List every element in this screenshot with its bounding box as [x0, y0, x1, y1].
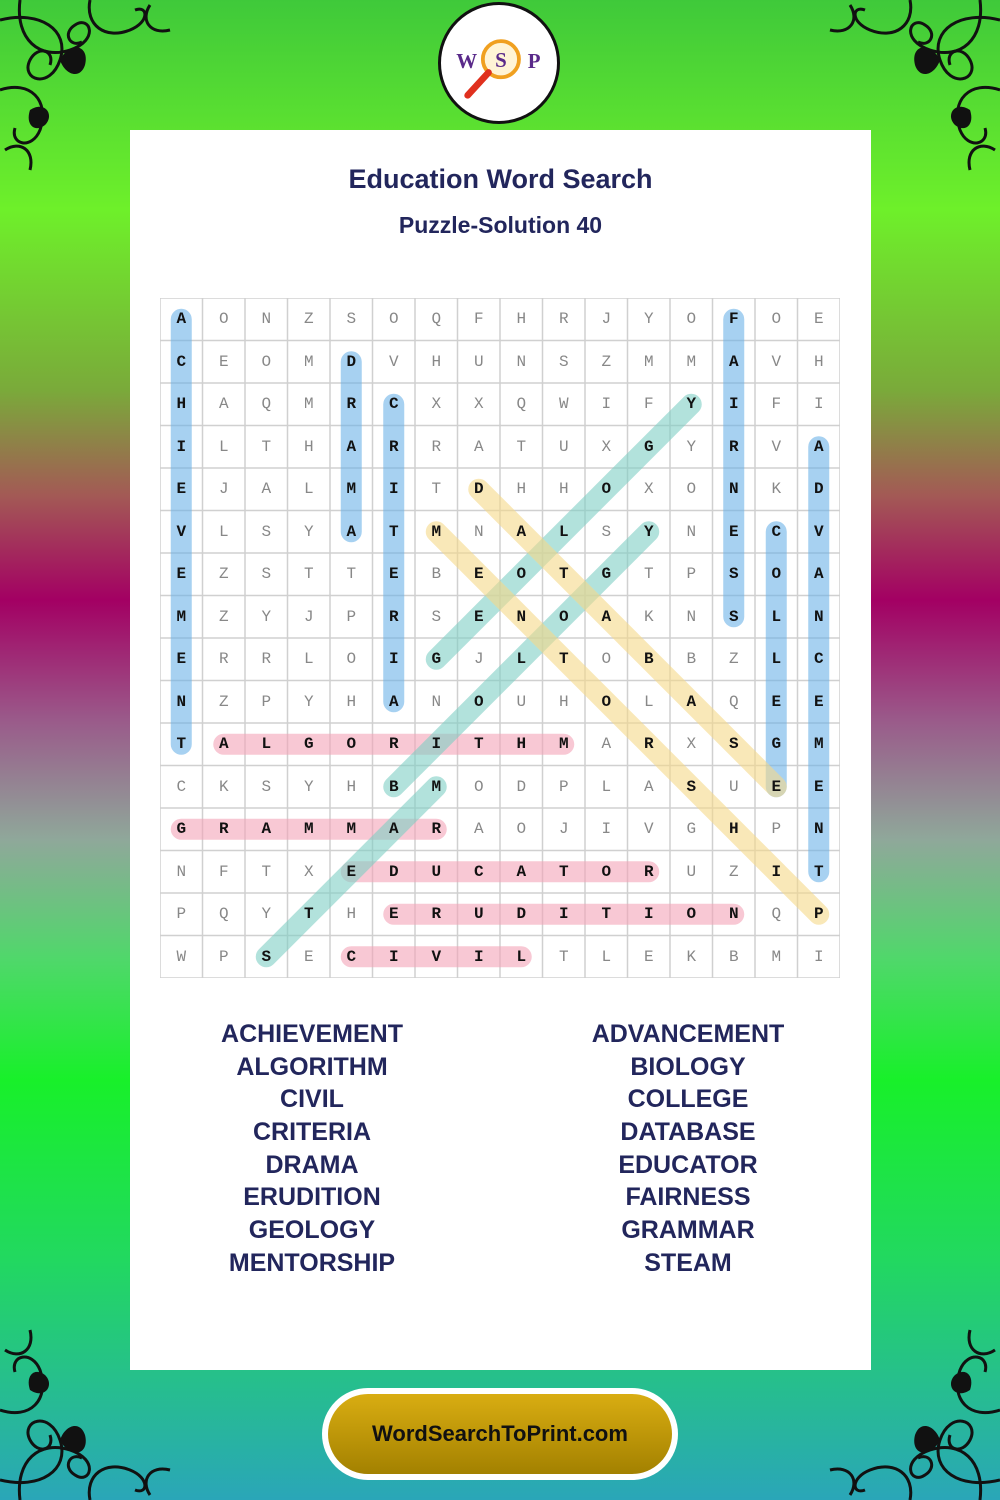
grid-cell: E: [388, 905, 399, 924]
grid-cell: I: [643, 905, 654, 924]
grid-cell: E: [346, 862, 357, 881]
grid-cell: O: [601, 480, 612, 499]
grid-cell: K: [686, 947, 697, 966]
grid-cell: A: [728, 352, 739, 371]
grid-cell: Z: [728, 862, 739, 881]
grid-cell: F: [218, 862, 229, 881]
grid-cell: W: [558, 395, 569, 414]
grid-cell: P: [813, 905, 824, 924]
word-list-item: CRITERIA: [252, 1118, 372, 1147]
grid-cell: O: [686, 480, 697, 499]
grid-cell: D: [346, 352, 357, 371]
grid-cell: R: [218, 650, 229, 669]
grid-cell: E: [813, 692, 824, 711]
grid-cell: R: [728, 437, 739, 456]
grid-cell: P: [176, 905, 187, 924]
grid-cell: B: [388, 777, 399, 796]
grid-cell: M: [643, 352, 654, 371]
page-subtitle: Puzzle-Solution 40: [398, 212, 603, 238]
grid-cell: I: [728, 395, 739, 414]
grid-cell: V: [813, 522, 824, 541]
grid-cell: L: [771, 650, 782, 669]
grid-cell: M: [303, 352, 314, 371]
grid-cell: E: [643, 947, 654, 966]
grid-cell: A: [473, 820, 484, 839]
grid-cell: R: [431, 437, 442, 456]
grid-cell: O: [346, 735, 357, 754]
grid-cell: A: [516, 522, 527, 541]
word-list-item: GEOLOGY: [248, 1216, 376, 1245]
grid-cell: E: [176, 480, 187, 499]
grid-cell: Y: [261, 905, 272, 924]
grid-cell: A: [473, 437, 484, 456]
grid-cell: J: [558, 820, 569, 839]
grid-cell: T: [516, 437, 527, 456]
grid-cell: Y: [303, 522, 314, 541]
grid-cell: X: [303, 862, 314, 881]
grid-cell: L: [218, 522, 229, 541]
word-list-item: DATABASE: [620, 1118, 756, 1147]
grid-cell: M: [558, 735, 569, 754]
grid-cell: O: [771, 310, 782, 329]
grid-cell: R: [643, 735, 654, 754]
grid-cell: E: [176, 565, 187, 584]
grid-cell: L: [303, 480, 314, 499]
grid-cell: P: [218, 947, 229, 966]
grid-cell: V: [771, 437, 782, 456]
grid-cell: N: [431, 692, 442, 711]
grid-cell: T: [558, 862, 569, 881]
grid-cell: A: [601, 607, 612, 626]
site-link-label: WordSearchToPrint.com: [328, 1394, 672, 1474]
grid-cell: E: [388, 565, 399, 584]
grid-cell: J: [473, 650, 484, 669]
grid-cell: G: [431, 650, 442, 669]
grid-cell: J: [601, 310, 612, 329]
grid-cell: S: [261, 565, 272, 584]
grid-cell: A: [218, 735, 229, 754]
grid-cell: O: [771, 565, 782, 584]
grid-cell: A: [346, 522, 357, 541]
grid-cell: X: [643, 480, 654, 499]
word-list-left: [152, 1018, 472, 1280]
grid-cell: T: [303, 565, 314, 584]
grid-cell: I: [388, 947, 399, 966]
grid-cell: T: [473, 735, 484, 754]
grid-cell: L: [643, 692, 654, 711]
grid-cell: F: [643, 395, 654, 414]
grid-cell: L: [558, 522, 569, 541]
grid-cell: Y: [686, 437, 697, 456]
grid-cell: H: [176, 395, 187, 414]
grid-cell: W: [176, 947, 187, 966]
grid-cell: E: [218, 352, 229, 371]
grid-cell: M: [346, 480, 357, 499]
grid-cell: T: [431, 480, 442, 499]
grid-cell: N: [813, 820, 824, 839]
grid-cell: I: [473, 947, 484, 966]
grid-cell: T: [601, 905, 612, 924]
grid-cell: M: [176, 607, 187, 626]
grid-cell: I: [771, 862, 782, 881]
grid-cell: R: [643, 862, 654, 881]
grid-cell: Z: [218, 607, 229, 626]
grid-cell: X: [601, 437, 612, 456]
word-list-right: [528, 1018, 848, 1280]
grid-cell: H: [516, 310, 527, 329]
grid-cell: E: [176, 650, 187, 669]
word-list-item: CIVIL: [280, 1085, 344, 1114]
grid-cell: D: [388, 862, 399, 881]
grid-cell: H: [431, 352, 442, 371]
grid-cell: B: [728, 947, 739, 966]
grid-cell: L: [601, 777, 612, 796]
grid-cell: M: [303, 395, 314, 414]
grid-cell: A: [346, 437, 357, 456]
grid-cell: E: [813, 310, 824, 329]
grid-cell: H: [728, 820, 739, 839]
grid-cell: P: [261, 692, 272, 711]
grid-cell: R: [346, 395, 357, 414]
grid-cell: T: [346, 565, 357, 584]
grid-cell: B: [686, 650, 697, 669]
grid-cell: R: [431, 820, 442, 839]
grid-cell: C: [176, 777, 187, 796]
grid-cell: N: [176, 692, 187, 711]
grid-cell: Y: [303, 692, 314, 711]
grid-cell: O: [601, 862, 612, 881]
grid-cell: G: [176, 820, 187, 839]
grid-cell: T: [176, 735, 187, 754]
site-link-button[interactable]: [322, 1388, 678, 1480]
grid-cell: I: [601, 820, 612, 839]
grid-cell: L: [261, 735, 272, 754]
logo[interactable]: [438, 2, 560, 124]
grid-cell: A: [813, 565, 824, 584]
grid-cell: C: [346, 947, 357, 966]
grid-cell: R: [388, 607, 399, 626]
grid-cell: H: [516, 735, 527, 754]
grid-cell: N: [728, 905, 739, 924]
grid-cell: A: [601, 735, 612, 754]
grid-cell: O: [686, 905, 697, 924]
grid-cell: O: [473, 692, 484, 711]
grid-cell: E: [771, 777, 782, 796]
grid-cell: N: [686, 607, 697, 626]
grid-cell: B: [643, 650, 654, 669]
word-list-item: BIOLOGY: [630, 1052, 746, 1081]
grid-cell: H: [346, 905, 357, 924]
grid-cell: L: [218, 437, 229, 456]
grid-cell: S: [431, 607, 442, 626]
grid-cell: R: [218, 820, 229, 839]
grid-cell: M: [813, 735, 824, 754]
grid-cell: A: [261, 480, 272, 499]
word-list-item: FAIRNESS: [625, 1183, 751, 1212]
grid-cell: N: [728, 480, 739, 499]
grid-cell: A: [388, 820, 399, 839]
grid-cell: Q: [261, 395, 272, 414]
grid-cell: H: [346, 777, 357, 796]
grid-cell: O: [388, 310, 399, 329]
grid-cell: A: [218, 395, 229, 414]
word-grid: [160, 298, 840, 978]
grid-cell: U: [558, 437, 569, 456]
grid-cell: R: [261, 650, 272, 669]
grid-cell: H: [558, 692, 569, 711]
grid-cell: N: [473, 522, 484, 541]
word-list-item: DRAMA: [265, 1150, 359, 1179]
word-list-item: ERUDITION: [243, 1183, 381, 1212]
grid-cell: I: [813, 947, 824, 966]
word-list-item: ACHIEVEMENT: [221, 1020, 403, 1048]
grid-cell: D: [516, 905, 527, 924]
grid-cell: F: [728, 310, 739, 329]
grid-cell: U: [473, 352, 484, 371]
grid-cell: L: [516, 650, 527, 669]
grid-cell: V: [771, 352, 782, 371]
grid-cell: P: [346, 607, 357, 626]
grid-cell: E: [473, 565, 484, 584]
grid-cell: O: [516, 820, 527, 839]
grid-cell: A: [261, 820, 272, 839]
grid-cell: K: [218, 777, 229, 796]
letter-grid: [160, 298, 840, 978]
grid-cell: A: [176, 310, 187, 329]
grid-cell: T: [643, 565, 654, 584]
grid-cell: I: [601, 395, 612, 414]
grid-cell: T: [261, 862, 272, 881]
grid-cell: T: [388, 522, 399, 541]
grid-cell: C: [473, 862, 484, 881]
grid-cell: E: [771, 692, 782, 711]
grid-cell: X: [473, 395, 484, 414]
grid-cell: M: [431, 522, 442, 541]
grid-cell: Z: [601, 352, 612, 371]
grid-cell: T: [558, 650, 569, 669]
grid-cell: U: [728, 777, 739, 796]
grid-cell: E: [473, 607, 484, 626]
grid-cell: I: [388, 650, 399, 669]
grid-cell: A: [686, 692, 697, 711]
grid-cell: P: [686, 565, 697, 584]
grid-cell: C: [813, 650, 824, 669]
grid-cell: A: [516, 862, 527, 881]
grid-cell: K: [771, 480, 782, 499]
word-list-item: COLLEGE: [627, 1085, 749, 1114]
grid-cell: S: [558, 352, 569, 371]
grid-cell: O: [261, 352, 272, 371]
grid-cell: Y: [643, 310, 654, 329]
grid-cell: O: [601, 650, 612, 669]
grid-cell: S: [261, 777, 272, 796]
grid-cell: G: [303, 735, 314, 754]
grid-cell: I: [176, 437, 187, 456]
grid-cell: S: [728, 565, 739, 584]
word-list-item: STEAM: [644, 1248, 732, 1277]
grid-cell: Z: [218, 565, 229, 584]
grid-cell: V: [388, 352, 399, 371]
grid-cell: G: [771, 735, 782, 754]
grid-cell: C: [388, 395, 399, 414]
grid-cell: O: [473, 777, 484, 796]
grid-cell: R: [558, 310, 569, 329]
grid-cell: S: [728, 607, 739, 626]
grid-cell: Q: [431, 310, 442, 329]
grid-cell: S: [261, 947, 272, 966]
logo-letter-s: S: [495, 47, 507, 72]
grid-cell: L: [771, 607, 782, 626]
grid-cell: S: [346, 310, 357, 329]
grid-cell: Q: [516, 395, 527, 414]
grid-cell: Y: [303, 777, 314, 796]
grid-cell: M: [303, 820, 314, 839]
grid-cell: F: [473, 310, 484, 329]
grid-cell: O: [346, 650, 357, 669]
grid-cell: S: [601, 522, 612, 541]
grid-cell: H: [813, 352, 824, 371]
grid-cell: S: [261, 522, 272, 541]
grid-cell: I: [813, 395, 824, 414]
grid-cell: M: [431, 777, 442, 796]
grid-cell: Q: [218, 905, 229, 924]
word-list-item: MENTORSHIP: [228, 1248, 396, 1277]
logo-letter-p: P: [527, 48, 541, 73]
grid-cell: X: [686, 735, 697, 754]
grid-cell: N: [261, 310, 272, 329]
word-list-item: GRAMMAR: [621, 1216, 755, 1245]
grid-cell: I: [558, 905, 569, 924]
grid-cell: B: [431, 565, 442, 584]
grid-cell: Y: [686, 395, 697, 414]
grid-cell: U: [431, 862, 442, 881]
grid-cell: N: [516, 607, 527, 626]
grid-cell: Y: [261, 607, 272, 626]
grid-cell: R: [388, 735, 399, 754]
grid-cell: H: [303, 437, 314, 456]
grid-cell: N: [176, 862, 187, 881]
grid-cell: C: [771, 522, 782, 541]
grid-cell: N: [813, 607, 824, 626]
grid-cell: S: [686, 777, 697, 796]
grid-cell: P: [558, 777, 569, 796]
grid-cell: D: [473, 480, 484, 499]
grid-cell: E: [813, 777, 824, 796]
grid-cell: Y: [643, 522, 654, 541]
grid-cell: Z: [728, 650, 739, 669]
grid-cell: L: [303, 650, 314, 669]
grid-cell: U: [473, 905, 484, 924]
grid-cell: N: [686, 522, 697, 541]
grid-cell: Q: [728, 692, 739, 711]
grid-cell: A: [388, 692, 399, 711]
word-list-item: EDUCATOR: [618, 1150, 758, 1179]
grid-cell: I: [431, 735, 442, 754]
grid-cell: H: [346, 692, 357, 711]
puzzle-card: [130, 130, 871, 1370]
grid-cell: R: [388, 437, 399, 456]
word-list-item: ADVANCEMENT: [591, 1020, 785, 1048]
grid-cell: L: [516, 947, 527, 966]
grid-cell: V: [431, 947, 442, 966]
grid-cell: S: [728, 735, 739, 754]
grid-cell: D: [813, 480, 824, 499]
grid-cell: O: [686, 310, 697, 329]
grid-cell: M: [771, 947, 782, 966]
grid-cell: A: [643, 777, 654, 796]
grid-cell: M: [686, 352, 697, 371]
grid-cell: E: [303, 947, 314, 966]
grid-cell: V: [176, 522, 187, 541]
grid-cell: T: [558, 565, 569, 584]
grid-cell: C: [176, 352, 187, 371]
grid-cell: M: [346, 820, 357, 839]
grid-cell: R: [431, 905, 442, 924]
grid-cell: N: [516, 352, 527, 371]
grid-cell: T: [813, 862, 824, 881]
grid-cell: G: [643, 437, 654, 456]
grid-cell: Q: [771, 905, 782, 924]
grid-cell: G: [601, 565, 612, 584]
grid-cell: O: [218, 310, 229, 329]
grid-cell: U: [686, 862, 697, 881]
grid-cell: D: [516, 777, 527, 796]
grid-cell: J: [303, 607, 314, 626]
page-title: Education Word Search: [348, 164, 653, 194]
grid-cell: O: [601, 692, 612, 711]
grid-cell: L: [601, 947, 612, 966]
grid-cell: G: [686, 820, 697, 839]
grid-cell: V: [643, 820, 654, 839]
grid-cell: O: [558, 607, 569, 626]
grid-cell: K: [643, 607, 654, 626]
word-list-item: ALGORITHM: [236, 1052, 388, 1081]
grid-cell: O: [516, 565, 527, 584]
grid-cell: U: [516, 692, 527, 711]
grid-cell: A: [813, 437, 824, 456]
grid-cell: T: [303, 905, 314, 924]
grid-cell: Z: [303, 310, 314, 329]
grid-cell: J: [218, 480, 229, 499]
logo-letter-w: W: [456, 48, 478, 73]
grid-cell: H: [516, 480, 527, 499]
grid-cell: X: [431, 395, 442, 414]
grid-cell: T: [261, 437, 272, 456]
grid-cell: E: [728, 522, 739, 541]
grid-cell: T: [558, 947, 569, 966]
grid-cell: Z: [218, 692, 229, 711]
grid-cell: P: [771, 820, 782, 839]
grid-cell: H: [558, 480, 569, 499]
grid-cell: F: [771, 395, 782, 414]
grid-cell: I: [388, 480, 399, 499]
